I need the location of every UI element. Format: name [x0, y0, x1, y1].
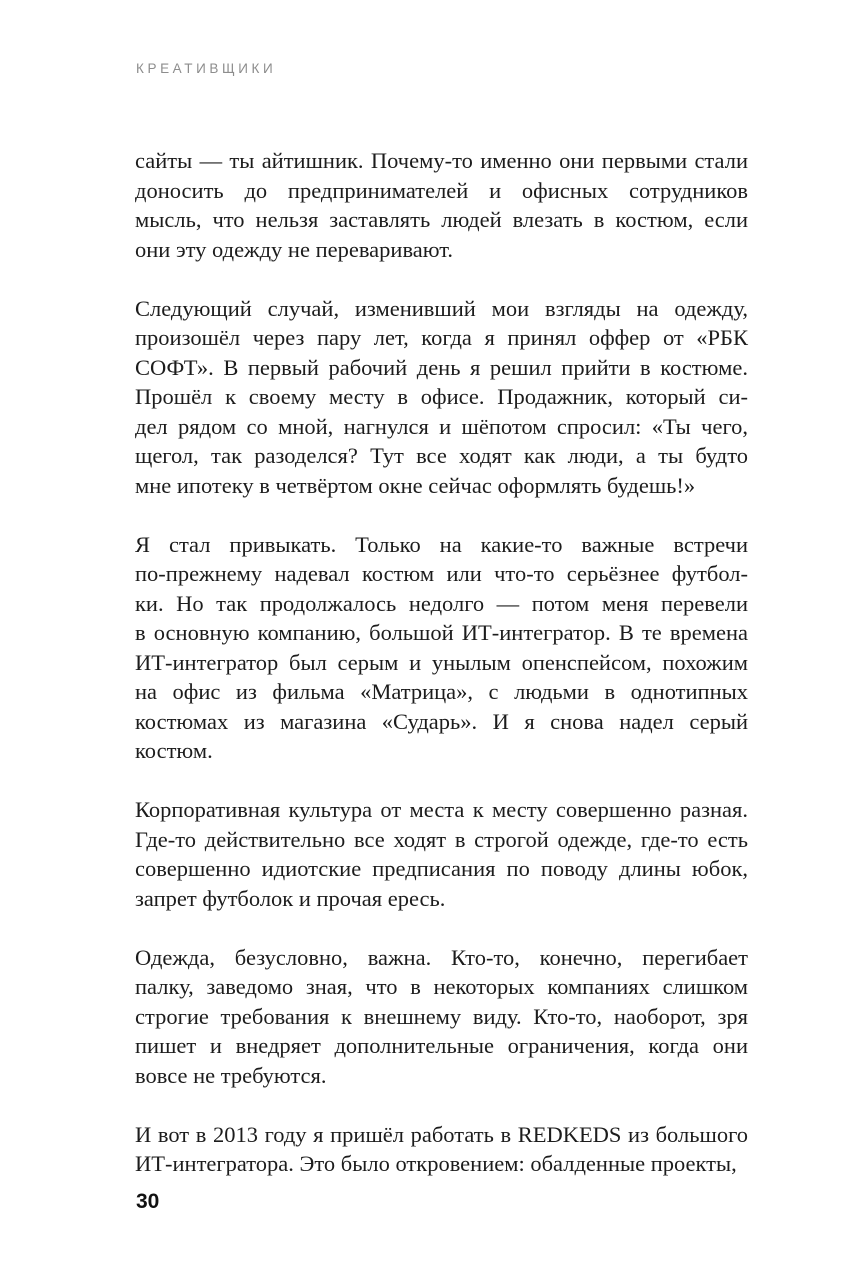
text-line: вовсе не требуются.	[135, 1062, 327, 1088]
paragraph	[135, 943, 748, 1091]
text-line: дел рядом со мной, нагнулся и шёпотом спросил: «Ты чего,	[135, 413, 748, 439]
page-number: 30	[136, 1190, 160, 1213]
paragraph	[135, 1120, 748, 1179]
text-line: ИТ-интегратора. Это было откровением: обалденные проекты,	[135, 1151, 737, 1176]
text-line: щегол, так разоделся? Тут все ходят как люди, а ты будто	[135, 443, 748, 468]
text-line: Следующий случай, изменивший мои взгляды на одежду,	[135, 295, 748, 321]
text-line: мысль, что нельзя заставлять людей влезать в костюм, если	[135, 207, 748, 232]
paragraph	[135, 795, 748, 913]
body-text	[135, 146, 748, 1208]
text-line: Прошёл к своему месту в офисе. Продажник, который си-	[135, 384, 748, 409]
text-line: И вот в 2013 году я пришёл работать в REDKEDS из большого	[135, 1121, 748, 1147]
text-line: ИТ-интегратор был серым и унылым опенспейсом, похожим	[135, 649, 748, 675]
text-line: мне ипотеку в четвёртом окне сейчас оформлять будешь!»	[135, 472, 696, 498]
paragraph	[135, 146, 748, 264]
paragraph	[135, 530, 748, 766]
text-line: Где-то действительно все ходят в строгой одежде, где-то есть	[135, 826, 748, 852]
text-line: они эту одежду не переваривают.	[135, 236, 454, 262]
text-line: костюмах из магазина «Сударь». И я снова надел серый	[135, 708, 748, 734]
text-line: ки. Но так продолжалось недолго — потом меня перевели	[135, 590, 748, 616]
text-line: Я стал привыкать. Только на какие-то важные встречи	[135, 531, 748, 557]
running-header: КРЕАТИВЩИКИ	[136, 61, 277, 76]
text-line: сайты — ты айтишник. Почему-то именно они первыми стали	[135, 148, 748, 173]
text-line: Корпоративная культура от места к месту совершенно разная.	[135, 797, 748, 822]
text-line: костюм.	[135, 738, 213, 763]
text-line: СОФТ». В первый рабочий день я решил прийти в костюме.	[135, 354, 748, 380]
text-line: совершенно идиотские предписания по поводу длины юбок,	[135, 856, 748, 881]
paragraph	[135, 294, 748, 501]
text-line: запрет футболок и прочая ересь.	[135, 885, 446, 911]
text-line: произошёл через пару лет, когда я принял оффер от «РБК	[135, 325, 748, 350]
text-line: в основную компанию, большой ИТ-интегратор. В те времена	[135, 620, 748, 645]
text-line: Одежда, безусловно, важна. Кто-то, конечно, перегибает	[135, 944, 748, 970]
text-line: на офис из фильма «Матрица», с людьми в однотипных	[135, 679, 748, 704]
text-line: пишет и внедряет дополнительные ограничения, когда они	[135, 1033, 748, 1058]
text-line: доносить до предпринимателей и офисных сотрудников	[135, 177, 748, 203]
text-line: по-прежнему надевал костюм или что-то серьёзнее футбол-	[135, 561, 748, 586]
text-line: строгие требования к внешнему виду. Кто-то, наоборот, зря	[135, 1003, 748, 1029]
text-line: палку, заведомо зная, что в некоторых компаниях слишком	[135, 974, 748, 999]
